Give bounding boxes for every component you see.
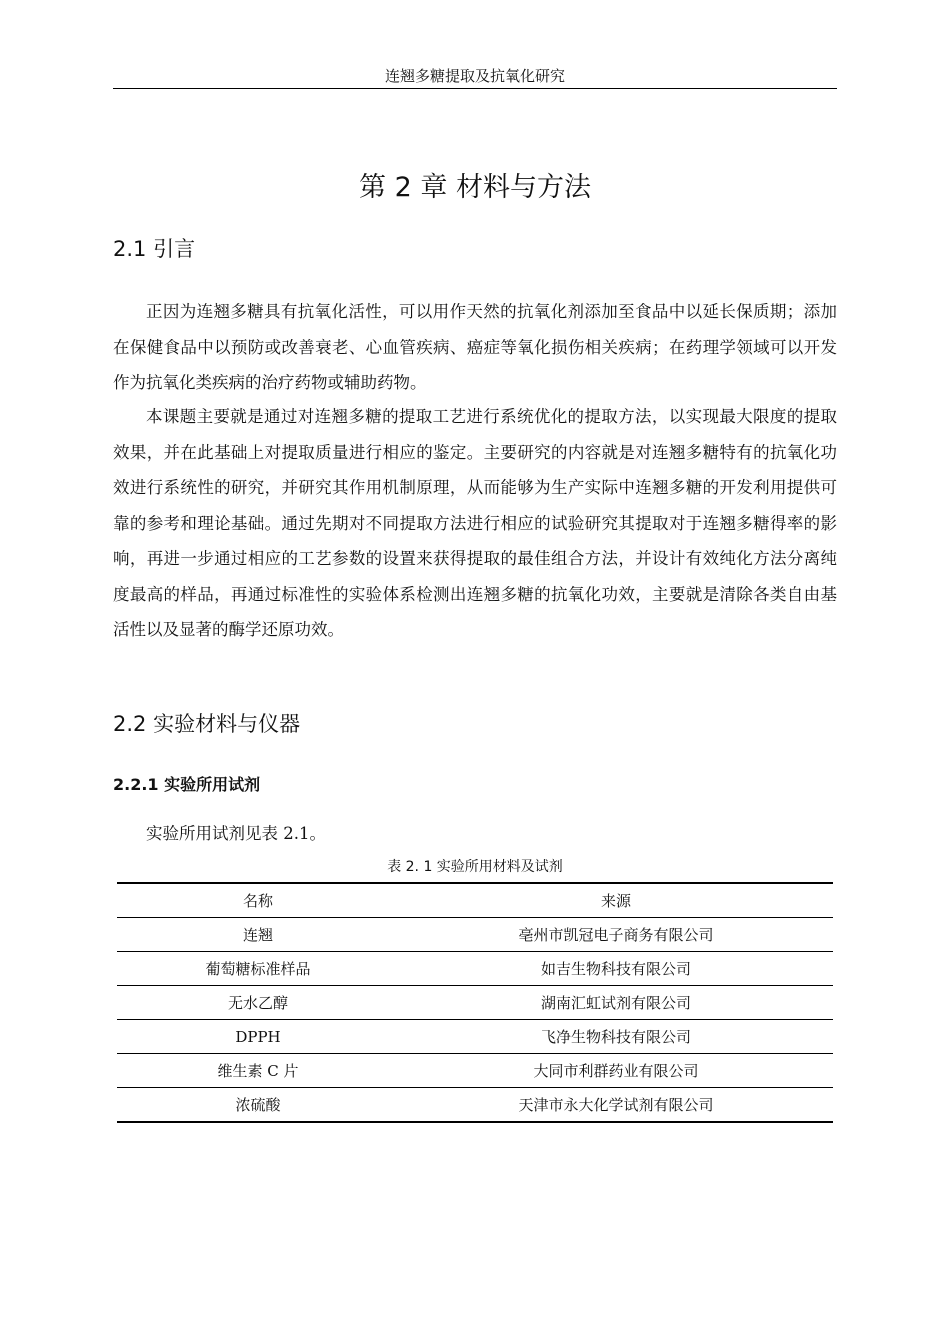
paragraph: 本课题主要就是通过对连翘多糖的提取工艺进行系统优化的提取方法，以实现最大限度的提取效果，并在此基础上对提取质量进行相应的鉴定。主要研究的内容就是对连翘多糖特有的抗氧化功效进行系统性的研究，并研究其作用机制原理，从而能够为生产实际中连翘多糖的开发利用提供可靠的参考和理论基础。通过先期对不同提取方法进行相应的试验研究其提取对于连翘多糖得率的影响，再进一步通过相应的工艺参数的设置来获得提取的最佳组合方法，并设计有效纯化方法分离纯度最高的样品，再通过标准性的实验体系检测出连翘多糖的抗氧化功效，主要就是清除各类自由基活性以及显著的酶学还原功效。 bbox=[113, 407, 837, 639]
column-header-name: 名称 bbox=[117, 883, 399, 918]
cell-name: DPPH bbox=[117, 1020, 399, 1054]
table-row bbox=[117, 952, 833, 986]
table-caption: 表 2. 1 实验所用材料及试剂 bbox=[387, 859, 563, 875]
table-row bbox=[117, 1054, 833, 1088]
table-row bbox=[117, 918, 833, 952]
running-header: 连翘多糖提取及抗氧化研究 bbox=[113, 66, 837, 89]
table-row bbox=[117, 1020, 833, 1054]
cell-name: 无水乙醇 bbox=[117, 986, 399, 1020]
subsection-heading-reagents: 2.2.1 实验所用试剂 bbox=[113, 775, 261, 794]
cell-name: 浓硫酸 bbox=[117, 1088, 399, 1123]
cell-name: 葡萄糖标准样品 bbox=[117, 952, 399, 986]
cell-source: 亳州市凯冠电子商务有限公司 bbox=[399, 918, 833, 952]
reagents-table bbox=[117, 882, 833, 1123]
chapter-title: 第 2 章 材料与方法 bbox=[359, 172, 591, 203]
cell-source: 湖南汇虹试剂有限公司 bbox=[399, 986, 833, 1020]
cell-source: 如吉生物科技有限公司 bbox=[399, 952, 833, 986]
table-header-row bbox=[117, 883, 833, 918]
cell-name: 维生素 C 片 bbox=[117, 1054, 399, 1088]
column-header-source: 来源 bbox=[399, 883, 833, 918]
cell-name: 连翘 bbox=[117, 918, 399, 952]
section-heading-materials: 2.2 实验材料与仪器 bbox=[113, 712, 301, 736]
paragraph: 实验所用试剂见表 2.1。 bbox=[146, 824, 326, 843]
section-heading-introduction: 2.1 引言 bbox=[113, 237, 196, 261]
table-row bbox=[117, 1088, 833, 1123]
cell-source: 飞净生物科技有限公司 bbox=[399, 1020, 833, 1054]
paragraph: 正因为连翘多糖具有抗氧化活性，可以用作天然的抗氧化剂添加至食品中以延长保质期；添加在保健食品中以预防或改善衰老、心血管疾病、癌症等氧化损伤相关疾病；在药理学领域可以开发作为抗氧化类疾病的治疗药物或辅助药物。 bbox=[113, 302, 837, 392]
cell-source: 大同市利群药业有限公司 bbox=[399, 1054, 833, 1088]
cell-source: 天津市永大化学试剂有限公司 bbox=[399, 1088, 833, 1123]
table-row bbox=[117, 986, 833, 1020]
